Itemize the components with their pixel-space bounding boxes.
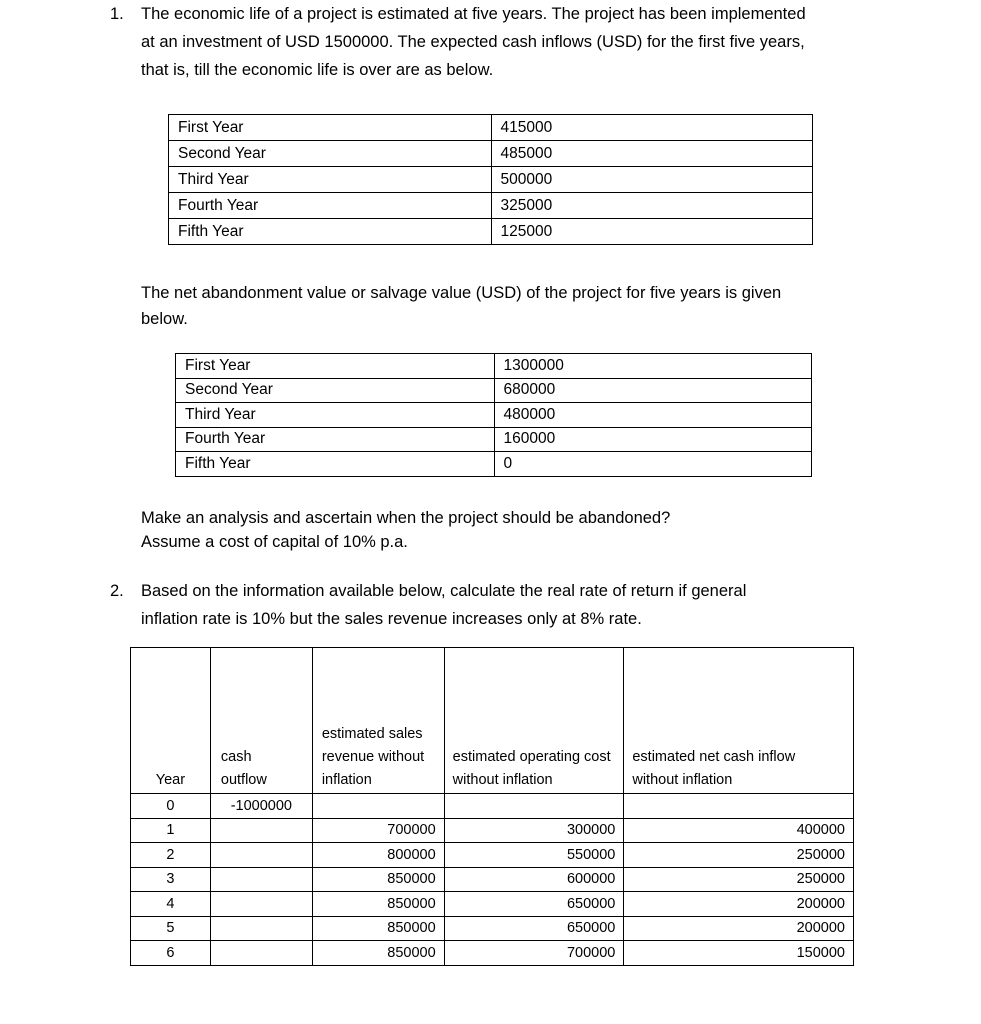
header-sales-revenue: estimated sales revenue without inflation xyxy=(312,648,444,794)
table-row xyxy=(131,867,854,892)
year-label-cell: Third Year xyxy=(169,167,492,193)
net-cash-inflow-cell: 400000 xyxy=(624,818,854,843)
table-row xyxy=(176,452,812,477)
net-cash-inflow-cell: 200000 xyxy=(624,892,854,917)
operating-cost-cell: 700000 xyxy=(444,941,624,966)
sales-revenue-cell: 700000 xyxy=(312,818,444,843)
question-1-number: 1. xyxy=(110,5,124,23)
cash-inflow-cell: 325000 xyxy=(491,193,812,219)
year-cell: 6 xyxy=(131,941,211,966)
sales-revenue-cell: 850000 xyxy=(312,941,444,966)
question-1-intro xyxy=(141,0,881,84)
salvage-value-cell: 680000 xyxy=(494,378,811,403)
cash-inflow-cell: 485000 xyxy=(491,141,812,167)
cash-inflow-cell: 500000 xyxy=(491,167,812,193)
year-cell: 5 xyxy=(131,916,211,941)
cash-inflows-table xyxy=(168,114,813,245)
cash-outflow-cell: -1000000 xyxy=(210,794,312,819)
salvage-value-cell: 480000 xyxy=(494,403,811,428)
salvage-value-cell: 160000 xyxy=(494,427,811,452)
question-2-intro-line: inflation rate is 10% but the sales revenue increases only at 8% rate. xyxy=(141,610,642,628)
table-header-row xyxy=(131,648,854,794)
question-1-intro-line: that is, till the economic life is over are as below. xyxy=(141,61,494,79)
cash-outflow-cell xyxy=(210,843,312,868)
sales-revenue-cell: 850000 xyxy=(312,916,444,941)
operating-cost-cell: 300000 xyxy=(444,818,624,843)
cash-inflow-cell: 415000 xyxy=(491,115,812,141)
net-cash-inflow-cell: 150000 xyxy=(624,941,854,966)
header-operating-cost: estimated operating cost without inflation xyxy=(444,648,624,794)
question-2-intro xyxy=(141,577,868,633)
year-label-cell: Fourth Year xyxy=(169,193,492,219)
table-row xyxy=(169,115,813,141)
question-1-ask xyxy=(141,506,881,554)
net-cash-inflow-cell: 250000 xyxy=(624,843,854,868)
header-year: Year xyxy=(131,648,211,794)
table-row xyxy=(176,378,812,403)
cash-outflow-cell xyxy=(210,867,312,892)
operating-cost-cell: 550000 xyxy=(444,843,624,868)
question-1-intro-line: at an investment of USD 1500000. The expected cash inflows (USD) for the first five years, xyxy=(141,33,805,51)
salvage-description-line: The net abandonment value or salvage value (USD) of the project for five years is given xyxy=(141,284,782,302)
question-1-ask-line: Make an analysis and ascertain when the project should be abandoned? xyxy=(141,509,671,527)
cash-outflow-cell xyxy=(210,892,312,917)
question-2-intro-line: Based on the information available below, calculate the real rate of return if general xyxy=(141,582,747,600)
salvage-value-cell: 1300000 xyxy=(494,354,811,379)
table-row xyxy=(131,818,854,843)
sales-revenue-cell xyxy=(312,794,444,819)
question-1-ask-line: Assume a cost of capital of 10% p.a. xyxy=(141,533,408,551)
year-label-cell: First Year xyxy=(169,115,492,141)
table-row xyxy=(169,219,813,245)
year-cell: 2 xyxy=(131,843,211,868)
net-cash-inflow-cell xyxy=(624,794,854,819)
table-row xyxy=(131,794,854,819)
year-cell: 3 xyxy=(131,867,211,892)
sales-revenue-cell: 800000 xyxy=(312,843,444,868)
header-net-cash-inflow: estimated net cash inflow without inflation xyxy=(624,648,854,794)
real-return-table xyxy=(130,647,854,966)
table-row xyxy=(176,354,812,379)
cash-outflow-cell xyxy=(210,916,312,941)
year-label-cell: Second Year xyxy=(176,378,495,403)
table-row xyxy=(131,892,854,917)
table-row xyxy=(176,403,812,428)
header-cash-outflow: cash outflow xyxy=(210,648,312,794)
year-cell: 0 xyxy=(131,794,211,819)
salvage-description-line: below. xyxy=(141,310,188,328)
table-row xyxy=(176,427,812,452)
operating-cost-cell: 650000 xyxy=(444,916,624,941)
cash-inflow-cell: 125000 xyxy=(491,219,812,245)
year-label-cell: Fifth Year xyxy=(176,452,495,477)
question-1-intro-line: The economic life of a project is estimated at five years. The project has been implemented xyxy=(141,5,806,23)
table-row xyxy=(131,843,854,868)
year-cell: 1 xyxy=(131,818,211,843)
table-row xyxy=(169,193,813,219)
sales-revenue-cell: 850000 xyxy=(312,892,444,917)
year-label-cell: Fifth Year xyxy=(169,219,492,245)
net-cash-inflow-cell: 200000 xyxy=(624,916,854,941)
table-row xyxy=(169,141,813,167)
year-label-cell: Third Year xyxy=(176,403,495,428)
salvage-values-table xyxy=(175,353,812,477)
table-row xyxy=(169,167,813,193)
sales-revenue-cell: 850000 xyxy=(312,867,444,892)
year-label-cell: Second Year xyxy=(169,141,492,167)
operating-cost-cell: 600000 xyxy=(444,867,624,892)
cash-outflow-cell xyxy=(210,818,312,843)
net-cash-inflow-cell: 250000 xyxy=(624,867,854,892)
salvage-description xyxy=(141,280,868,332)
operating-cost-cell: 650000 xyxy=(444,892,624,917)
year-label-cell: First Year xyxy=(176,354,495,379)
operating-cost-cell xyxy=(444,794,624,819)
year-cell: 4 xyxy=(131,892,211,917)
salvage-value-cell: 0 xyxy=(494,452,811,477)
table-row xyxy=(131,941,854,966)
year-label-cell: Fourth Year xyxy=(176,427,495,452)
question-2-number: 2. xyxy=(110,582,124,600)
table-row xyxy=(131,916,854,941)
cash-outflow-cell xyxy=(210,941,312,966)
